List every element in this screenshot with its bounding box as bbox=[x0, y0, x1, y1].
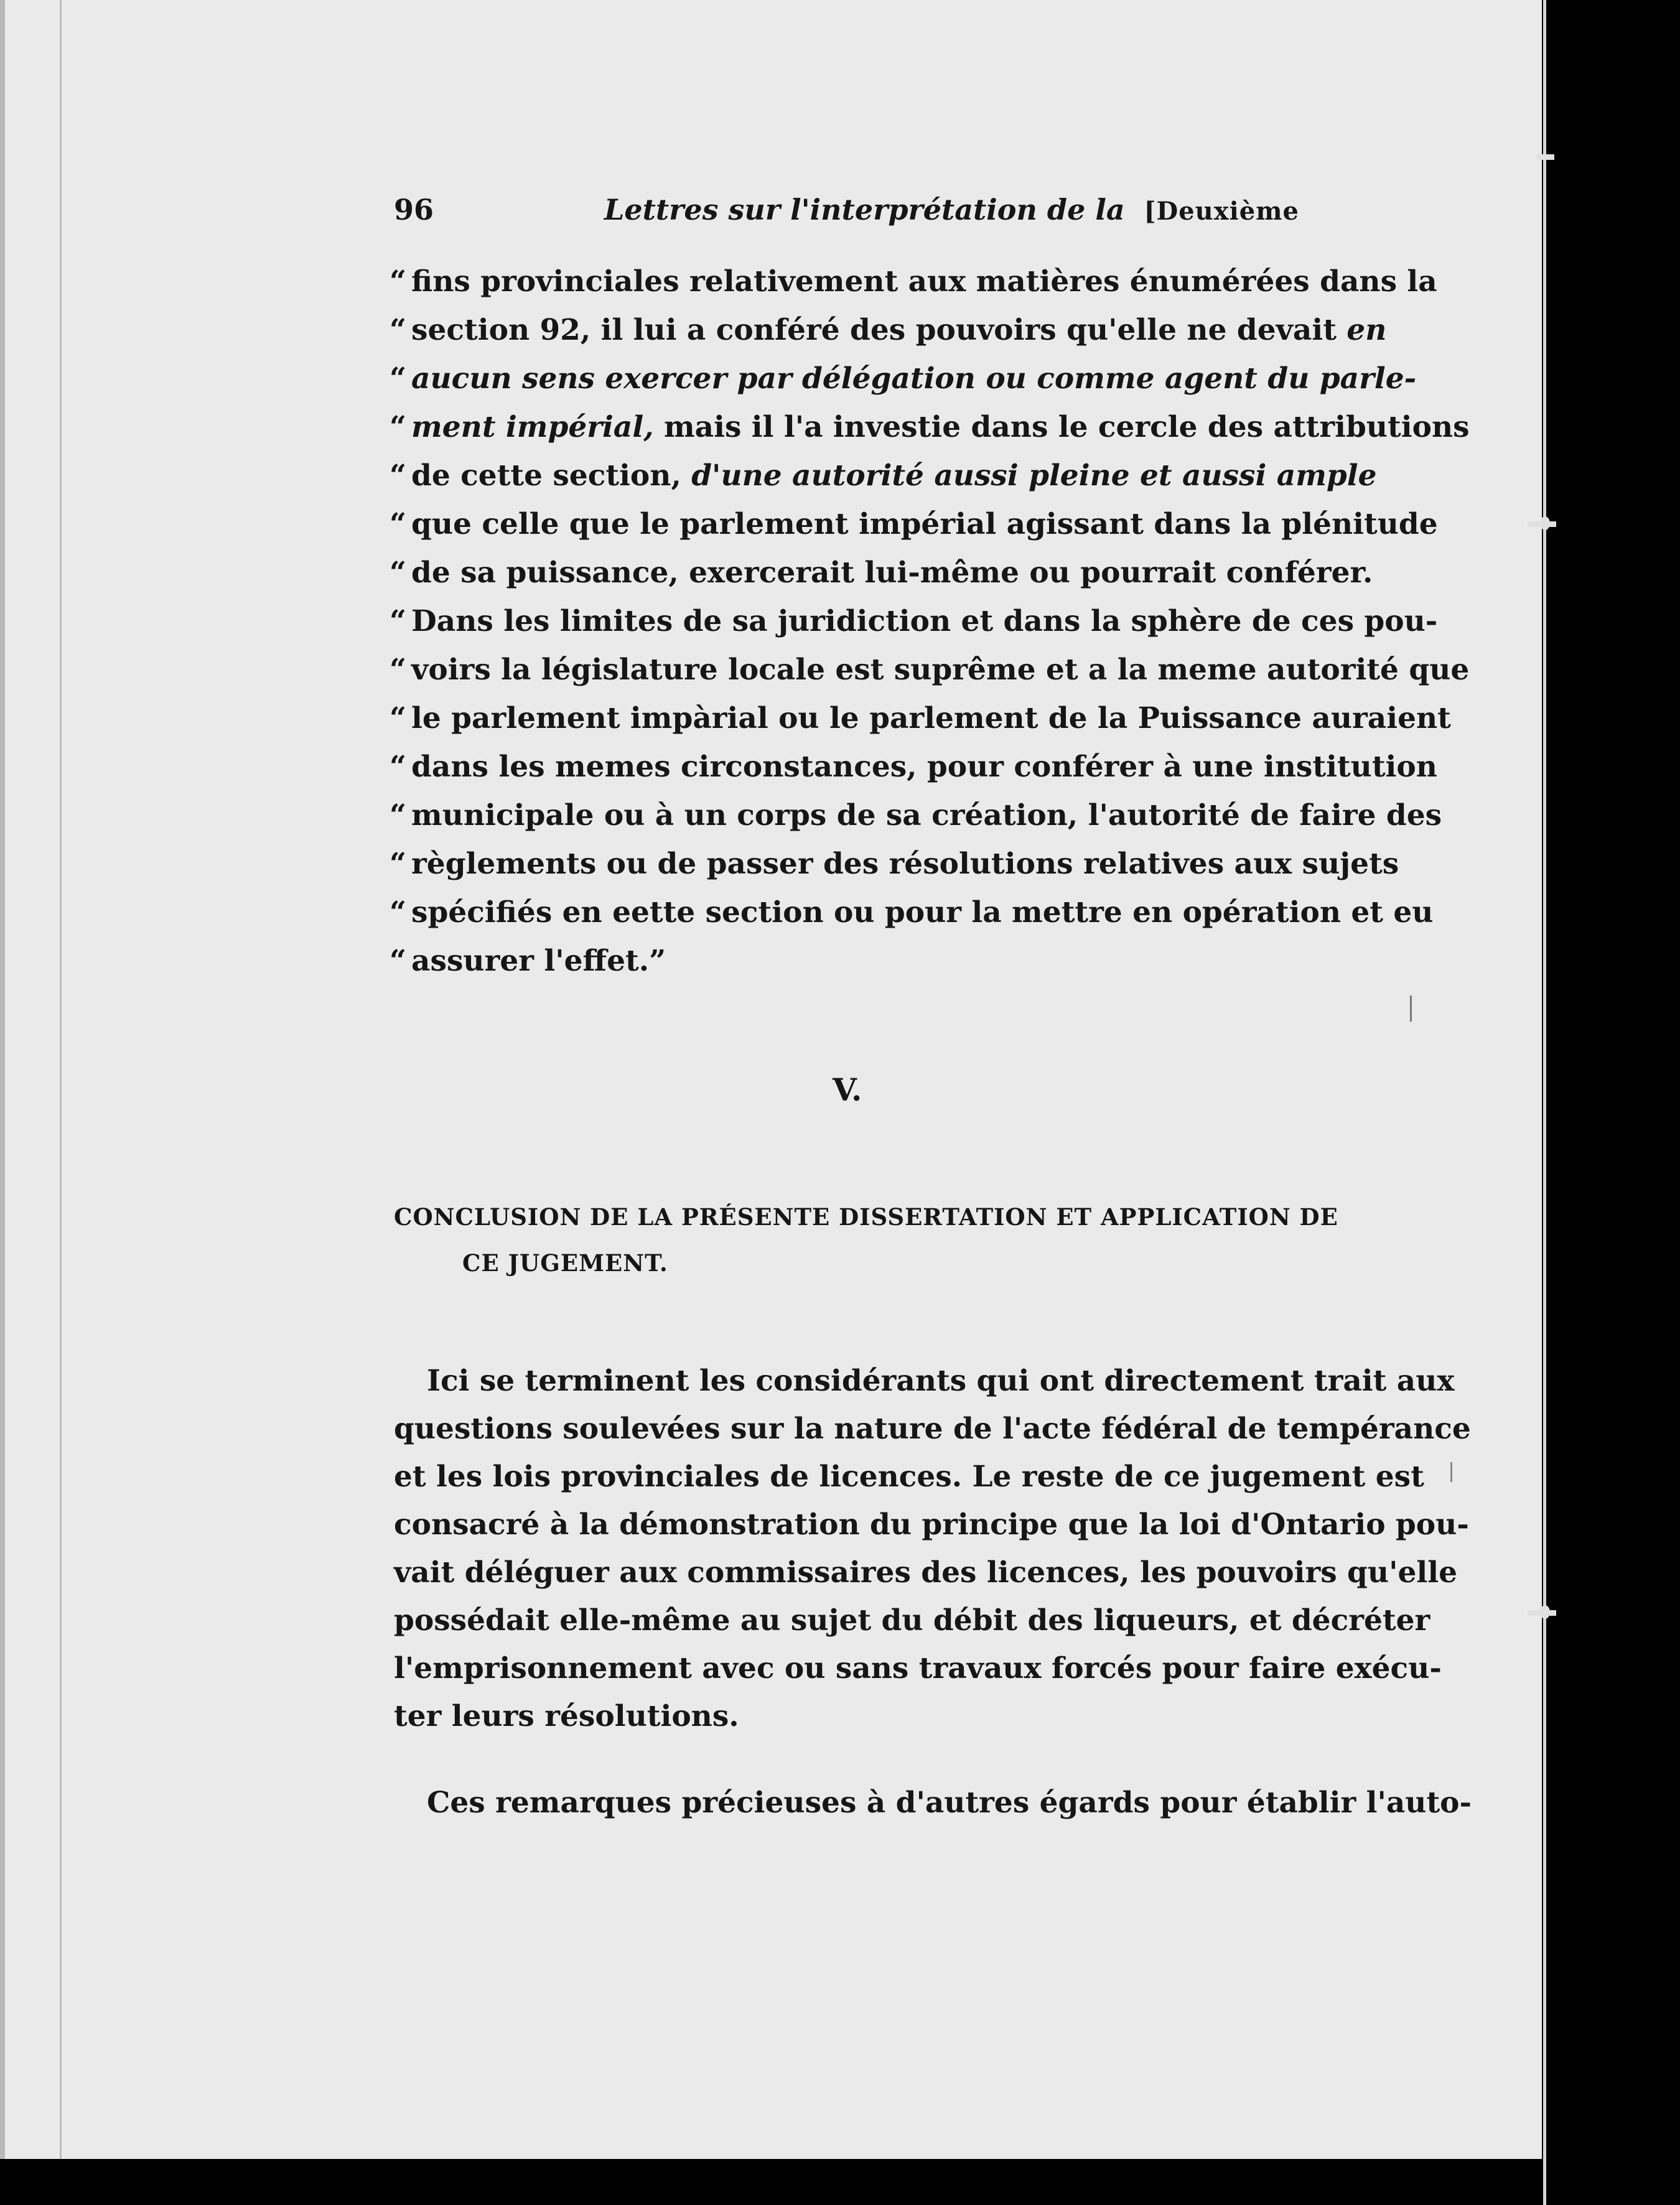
quote-line: “ assurer l'effet.” bbox=[390, 944, 666, 978]
running-part: [Deuxième bbox=[1144, 197, 1299, 226]
quote-line: “ ment impérial, mais il l'a investie dans le cercle des attributions bbox=[390, 410, 1470, 444]
paragraph-line: Ici se terminent les considérants qui ont directement trait aux bbox=[427, 1364, 1455, 1398]
paragraph-line: consacré à la démonstration du principe que la loi d'Ontario pou- bbox=[394, 1508, 1469, 1542]
quote-line: “ voirs la législature locale est suprême et a la meme autorité que bbox=[390, 653, 1470, 687]
running-title: Lettres sur l'interprétation de la bbox=[604, 193, 1125, 226]
paragraph-line: vait déléguer aux commissaires des licences, les pouvoirs qu'elle bbox=[394, 1555, 1457, 1590]
paragraph-line: l'emprisonnement avec ou sans travaux forcés pour faire exécu- bbox=[394, 1651, 1442, 1685]
page-number: 96 bbox=[394, 193, 434, 226]
section-heading: CE JUGEMENT. bbox=[462, 1249, 668, 1277]
quote-line: “ règlements ou de passer des résolutions relatives aux sujets bbox=[390, 847, 1399, 881]
quote-line: “ section 92, il lui a conféré des pouvoirs qu'elle ne devait en bbox=[390, 313, 1387, 347]
quote-line: “ spécifiés en eette section ou pour la mettre en opération et eu bbox=[390, 895, 1434, 930]
quote-line: “ Dans les limites de sa juridiction et dans la sphère de ces pou- bbox=[390, 604, 1438, 638]
binding-knot bbox=[1540, 516, 1550, 530]
section-heading: CONCLUSION DE LA PRÉSENTE DISSERTATION ET APPLICATION DE bbox=[394, 1203, 1338, 1231]
binding-knot bbox=[1540, 1605, 1550, 1619]
quote-line: “ le parlement impàrial ou le parlement de la Puissance auraient bbox=[390, 701, 1451, 735]
paragraph-line: Ces remarques précieuses à d'autres égards pour établir l'auto- bbox=[427, 1786, 1472, 1820]
quote-line: “ aucun sens exercer par délégation ou comme agent du parle- bbox=[390, 361, 1417, 396]
paragraph-line: possédait elle-même au sujet du débit des liqueurs, et décréter bbox=[394, 1603, 1430, 1638]
quote-line: “ que celle que le parlement impérial agissant dans la plénitude bbox=[390, 507, 1438, 541]
quote-line: “ de sa puissance, exercerait lui-même ou pourrait conférer. bbox=[390, 556, 1373, 590]
quote-line: “ de cette section, d'une autorité aussi pleine et aussi ample bbox=[390, 459, 1377, 493]
paragraph-line: et les lois provinciales de licences. Le reste de ce jugement est bbox=[394, 1460, 1424, 1494]
quote-line: “ dans les memes circonstances, pour conférer à une institution bbox=[390, 750, 1437, 784]
margin-mark bbox=[1410, 995, 1412, 1022]
quote-line: “ municipale ou à un corps de sa création, l'autorité de faire des bbox=[390, 798, 1442, 832]
binding-cord bbox=[1543, 0, 1546, 2205]
quote-line: “ fins provinciales relativement aux matières énumérées dans la bbox=[390, 264, 1437, 299]
running-head bbox=[394, 193, 1299, 231]
gutter-line bbox=[60, 0, 62, 2159]
binding-knot bbox=[1537, 154, 1554, 160]
section-number: V. bbox=[833, 1071, 862, 1108]
margin-mark bbox=[1450, 1462, 1452, 1482]
paragraph-line: questions soulevées sur la nature de l'acte fédéral de tempérance bbox=[394, 1412, 1471, 1446]
paragraph-line: ter leurs résolutions. bbox=[394, 1699, 739, 1733]
